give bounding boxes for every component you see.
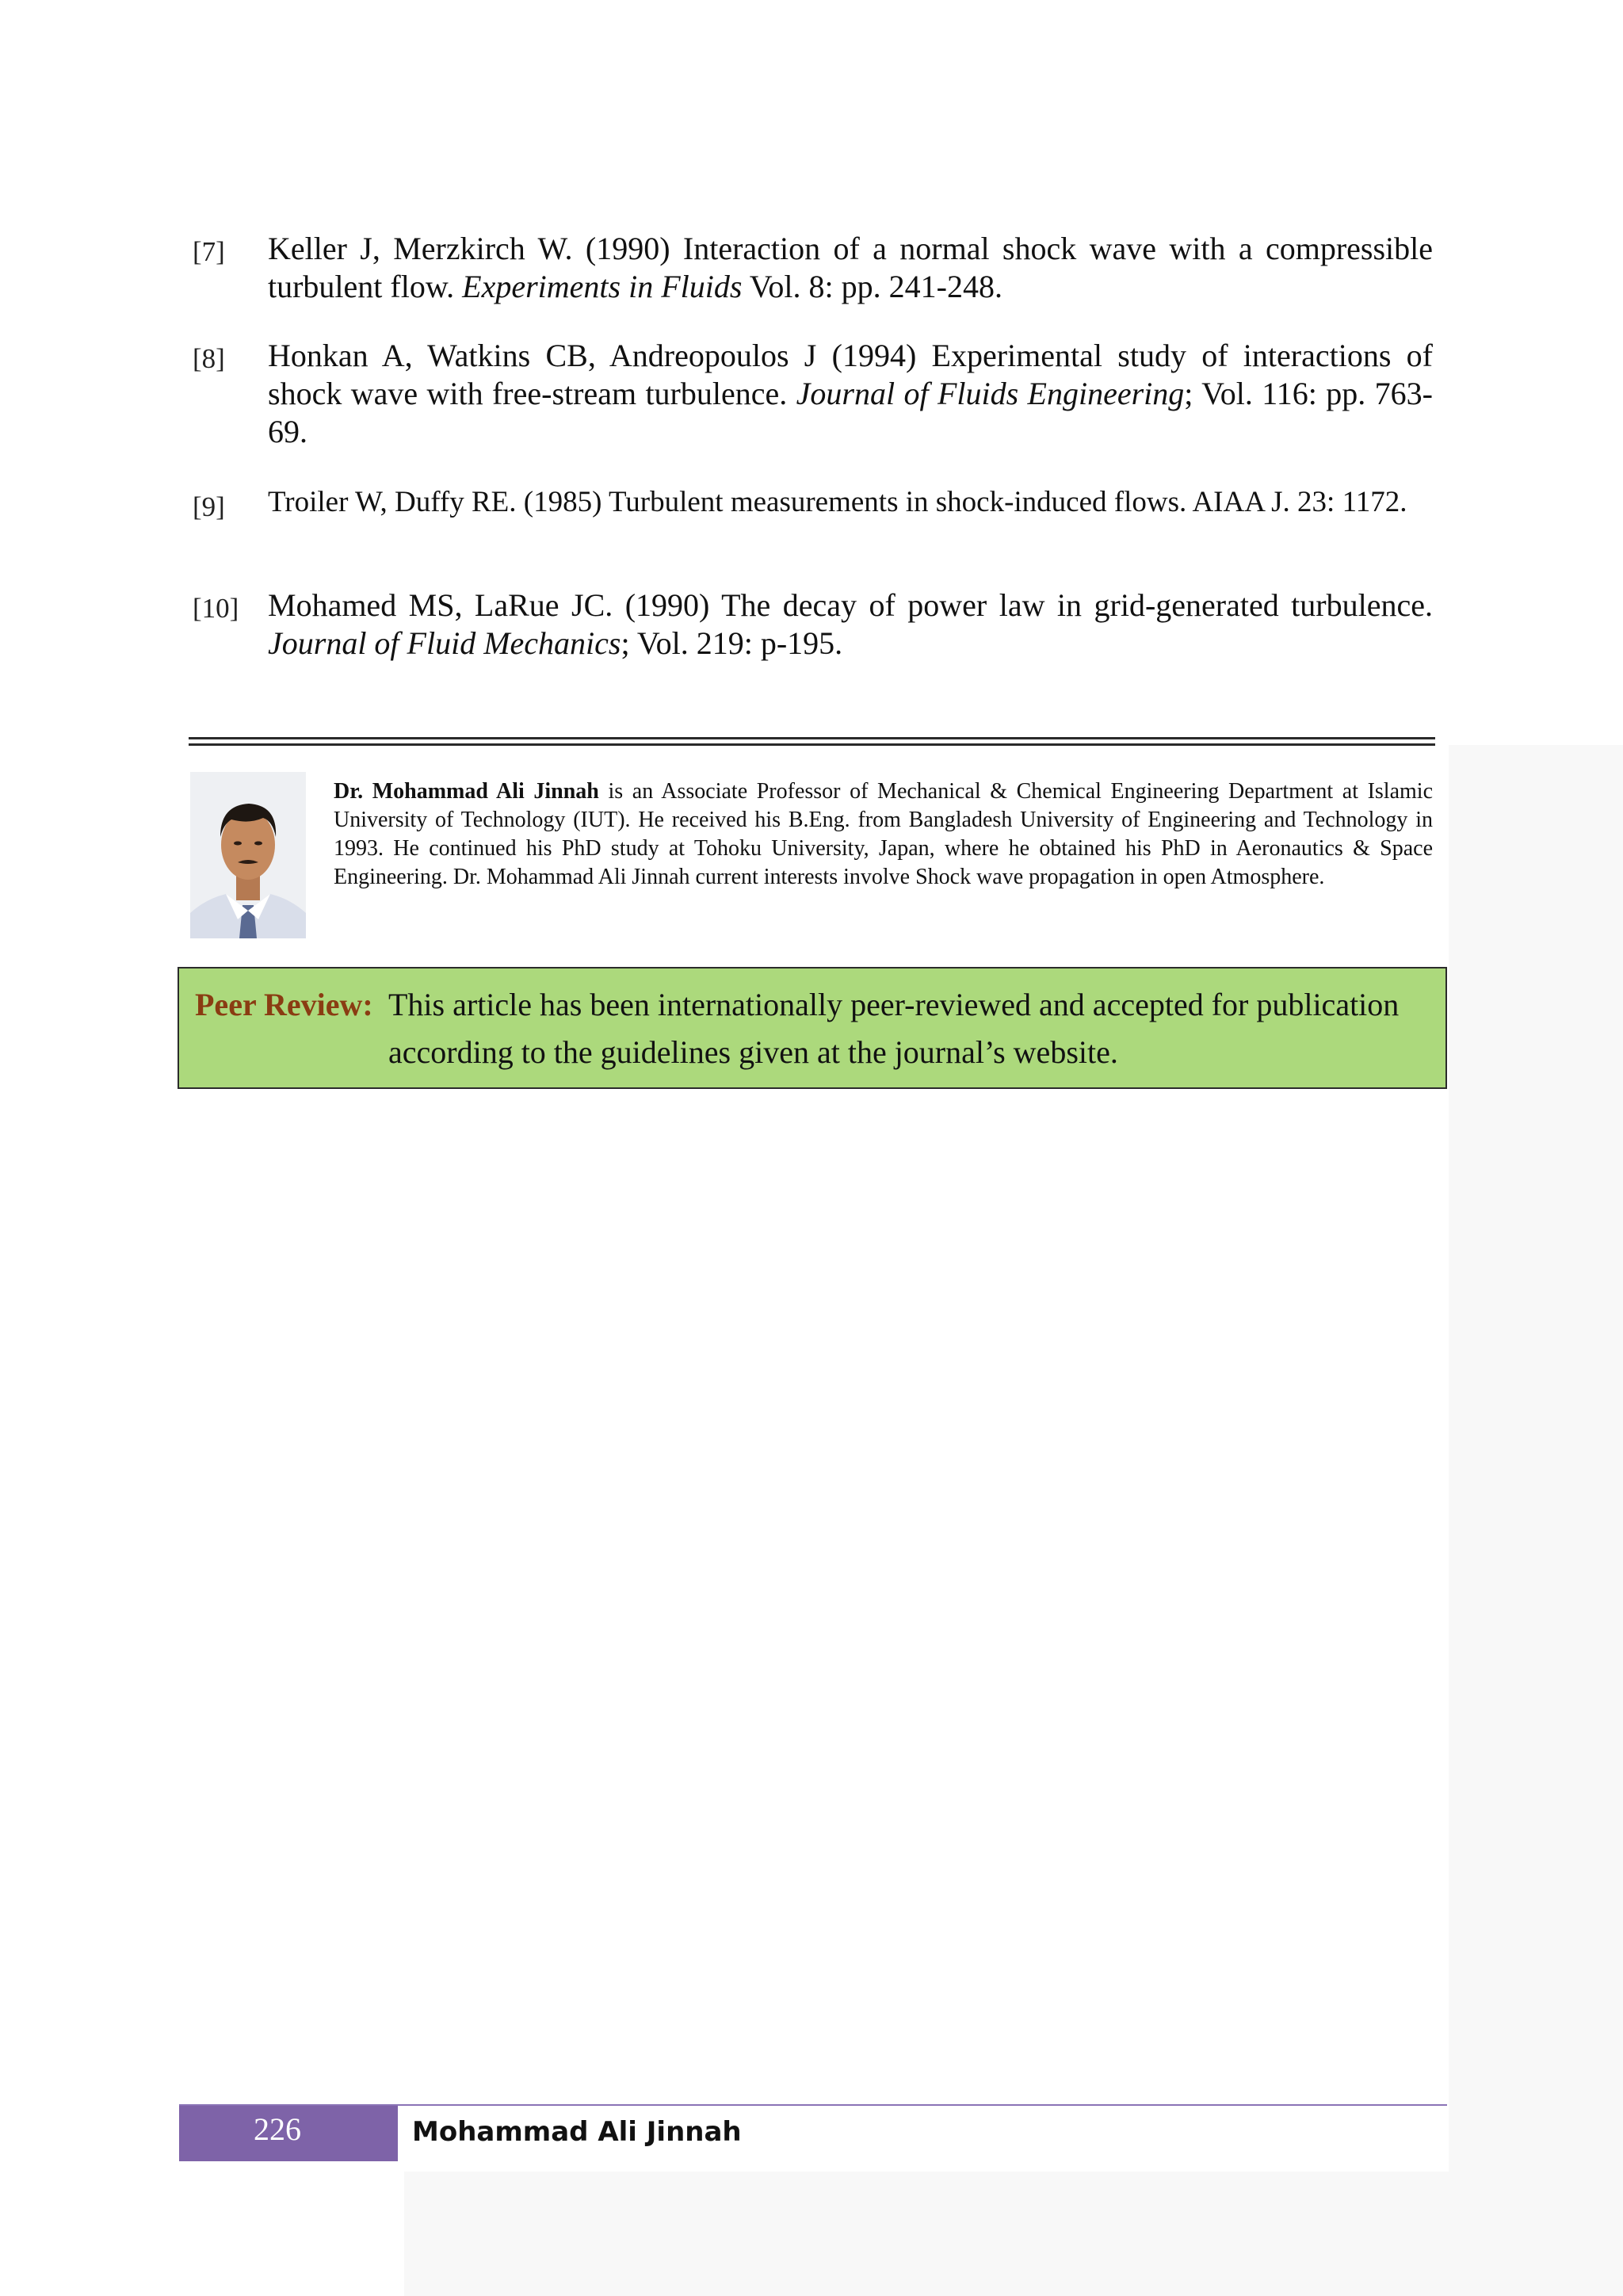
reference-number: [10] [193,593,239,624]
reference-text: Mohamed MS, LaRue JC. (1990) The decay of power law in grid-generated turbulence. Journal of Fluid Mechanics; Vol. 219: p-195. [268,587,1433,661]
journal-name: Journal of Fluids Engineering [796,376,1185,411]
reference-text: Honkan A, Watkins CB, Andreopoulos J (1994) Experimental study of interactions of shock wave with free-stream turbulence. Journal of Fluids Engineering; Vol. 116: pp. 763-69. [268,338,1434,449]
page-number-box [179,2106,398,2161]
peer-review-text: according to the guidelines given at the journal’s website. [388,1034,1118,1070]
divider-line [189,743,1435,746]
author-bio [334,777,1433,892]
peer-review-label: Peer Review: [195,987,373,1022]
journal-name: Experiments in Fluids [462,269,743,304]
reference-text: Troiler W, Duffy RE. (1985) Turbulent measurements in shock-induced flows. AIAA J. 23: 1172. [268,486,1407,518]
journal-name: Journal of Fluid Mechanics [268,625,621,661]
author-name: Dr. Mohammad Ali Jinnah [334,779,599,804]
peer-review-text: This article has been internationally peer-reviewed and accepted for publication [388,987,1400,1022]
reference-number: [8] [193,343,225,374]
reference-number: [9] [193,491,225,522]
author-photo-drawing [190,772,306,938]
author-photo [190,772,306,938]
background-band [1449,745,1623,2296]
reference-text: Keller J, Merzkirch W. (1990) Interaction of a normal shock wave with a compressible turbulent flow. Experiments in Fluids Vol. 8: pp. 241-248. [268,231,1433,304]
reference-number: [7] [193,236,225,267]
background-band [404,2172,1623,2296]
footer-author: Mohammad Ali Jinnah [412,2116,742,2148]
peer-review-box [178,967,1447,1089]
divider-line [189,737,1435,739]
author-bio-text: is an Associate Professor of Mechanical & Chemical Engineering Department at Islamic University of Technology (IUT). He received his B.Eng. from Bangladesh University of Engineering and Technology in 1993. He continued his PhD study at Tohoku University, Japan, where he obtained his PhD in Aeronautics & Space Engineering. Dr. Mohammad Ali Jinnah current interests involve Shock wave propagation in open Atmosphere. [334,779,1434,889]
page-number: 226 [254,2111,301,2147]
